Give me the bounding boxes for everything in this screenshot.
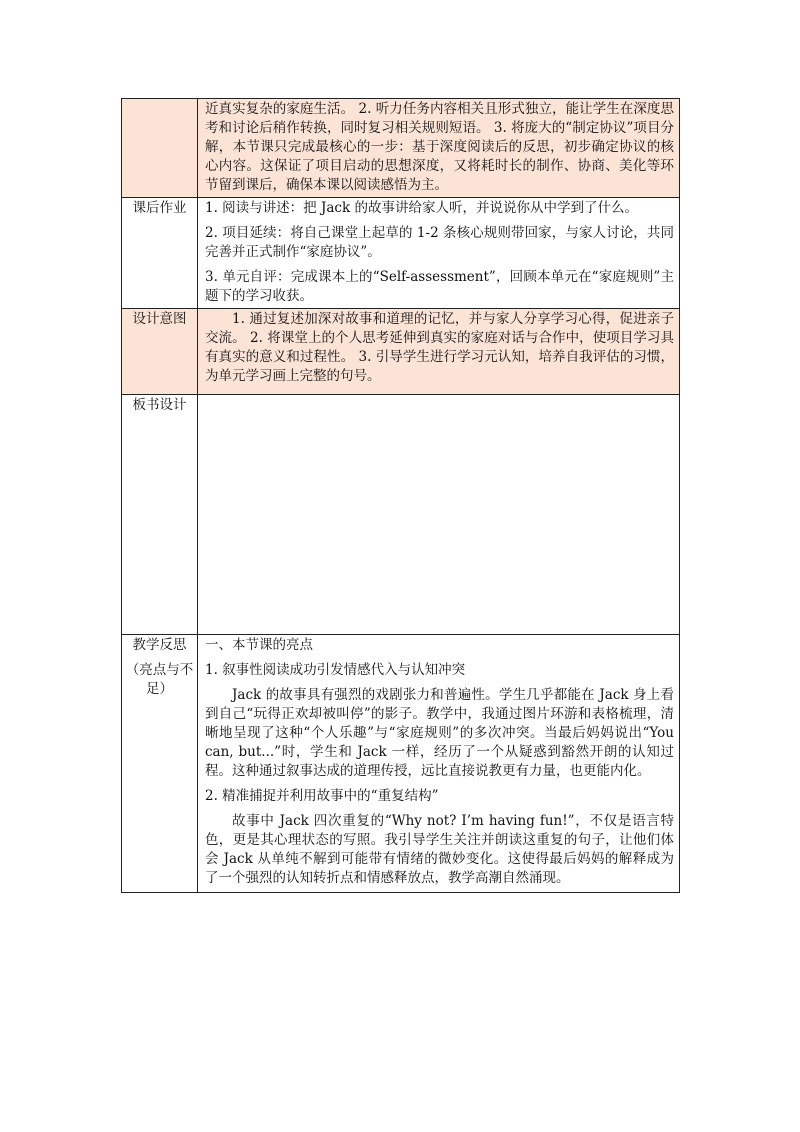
reflection-label-main: 教学反思: [132, 637, 187, 653]
design-intent-label: 设计意图: [122, 309, 198, 395]
reflection-label-sub: （亮点与不足）: [125, 662, 194, 697]
board-design-empty-cell: [198, 395, 680, 635]
highlight-2-text: 故事中 Jack 四次重复的“Why not? I’m having fun!”，不仅是语言特色，更是其心理状态的写照。我引导学生关注并朗读这重复的句子，让他们体会 Jack 从单纯不解到可能带有情绪的微妙变化。这使得最后妈妈的解释成为了一个强烈的认知转折点和情感释放点，教学高潮自然涌现。: [205, 813, 674, 886]
homework-content: [198, 198, 680, 309]
design-intent-content: [198, 309, 680, 395]
lesson-plan-table: [121, 98, 680, 893]
homework-item-2: 2. 项目延续：将自己课堂上起草的 1-2 条核心规则带回家，与家人讨论，共同完善并正式制作“家庭协议”。: [205, 225, 674, 260]
reflection-heading: 一、本节课的亮点: [205, 637, 313, 653]
homework-label: 课后作业: [122, 198, 198, 309]
board-design-row: [122, 395, 680, 635]
design-intent-row: [122, 309, 680, 395]
homework-row: [122, 198, 680, 309]
row-label-empty: [122, 99, 198, 198]
reflection-label: [122, 635, 198, 893]
design-intent-paragraph: 1. 通过复述加深对故事和道理的记忆，并与家人分享学习心得，促进亲子交流。 2. 将课堂上的个人思考延伸到真实的家庭对话与合作中，使项目学习具有真实的意义和过程性。 3. 引导学生进行学习元认知，培养自我评估的习惯，为单元学习画上完整的句号。: [205, 311, 674, 384]
intent-continued-paragraph: 近真实复杂的家庭生活。 2. 听力任务内容相关且形式独立，能让学生在深度思考和讨论后稍作转换，同时复习相关规则短语。 3. 将庞大的“制定协议”项目分解，本节课只完成最核心的一步：基于深度阅读后的反思，初步确定协议的核心内容。这保证了项目启动的思想深度，又将耗时长的制作、协商、美化等环节留到课后，确保本课以阅读感悟为主。: [205, 101, 674, 193]
homework-item-1: 1. 阅读与讲述：把 Jack 的故事讲给家人听，并说说你从中学到了什么。: [205, 200, 638, 216]
intent-continued-row: [122, 99, 680, 198]
reflection-row: [122, 635, 680, 893]
board-design-label: 板书设计: [122, 395, 198, 635]
highlight-2-title: 2. 精准捕捉并利用故事中的“重复结构”: [205, 788, 439, 804]
homework-item-3: 3. 单元自评：完成课本上的“Self-assessment”，回顾本单元在“家庭规则”主题下的学习收获。: [205, 269, 674, 304]
highlight-1-text: Jack 的故事具有强烈的戏剧张力和普遍性。学生几乎都能在 Jack 身上看到自己“玩得正欢却被叫停”的影子。教学中，我通过图片环游和表格梳理，清晰地呈现了这种“个人乐趣”与“家庭规则”的多次冲突。当最后妈妈说出“You can, but...”时，学生和 Jack 一样，经历了一个从疑惑到豁然开朗的认知过程。这种通过叙事达成的道理传授，远比直接说教更有力量，也更能内化。: [205, 687, 674, 779]
intent-continued-text: [198, 99, 680, 198]
highlight-1-title: 1. 叙事性阅读成功引发情感代入与认知冲突: [205, 662, 466, 678]
reflection-content: [198, 635, 680, 893]
